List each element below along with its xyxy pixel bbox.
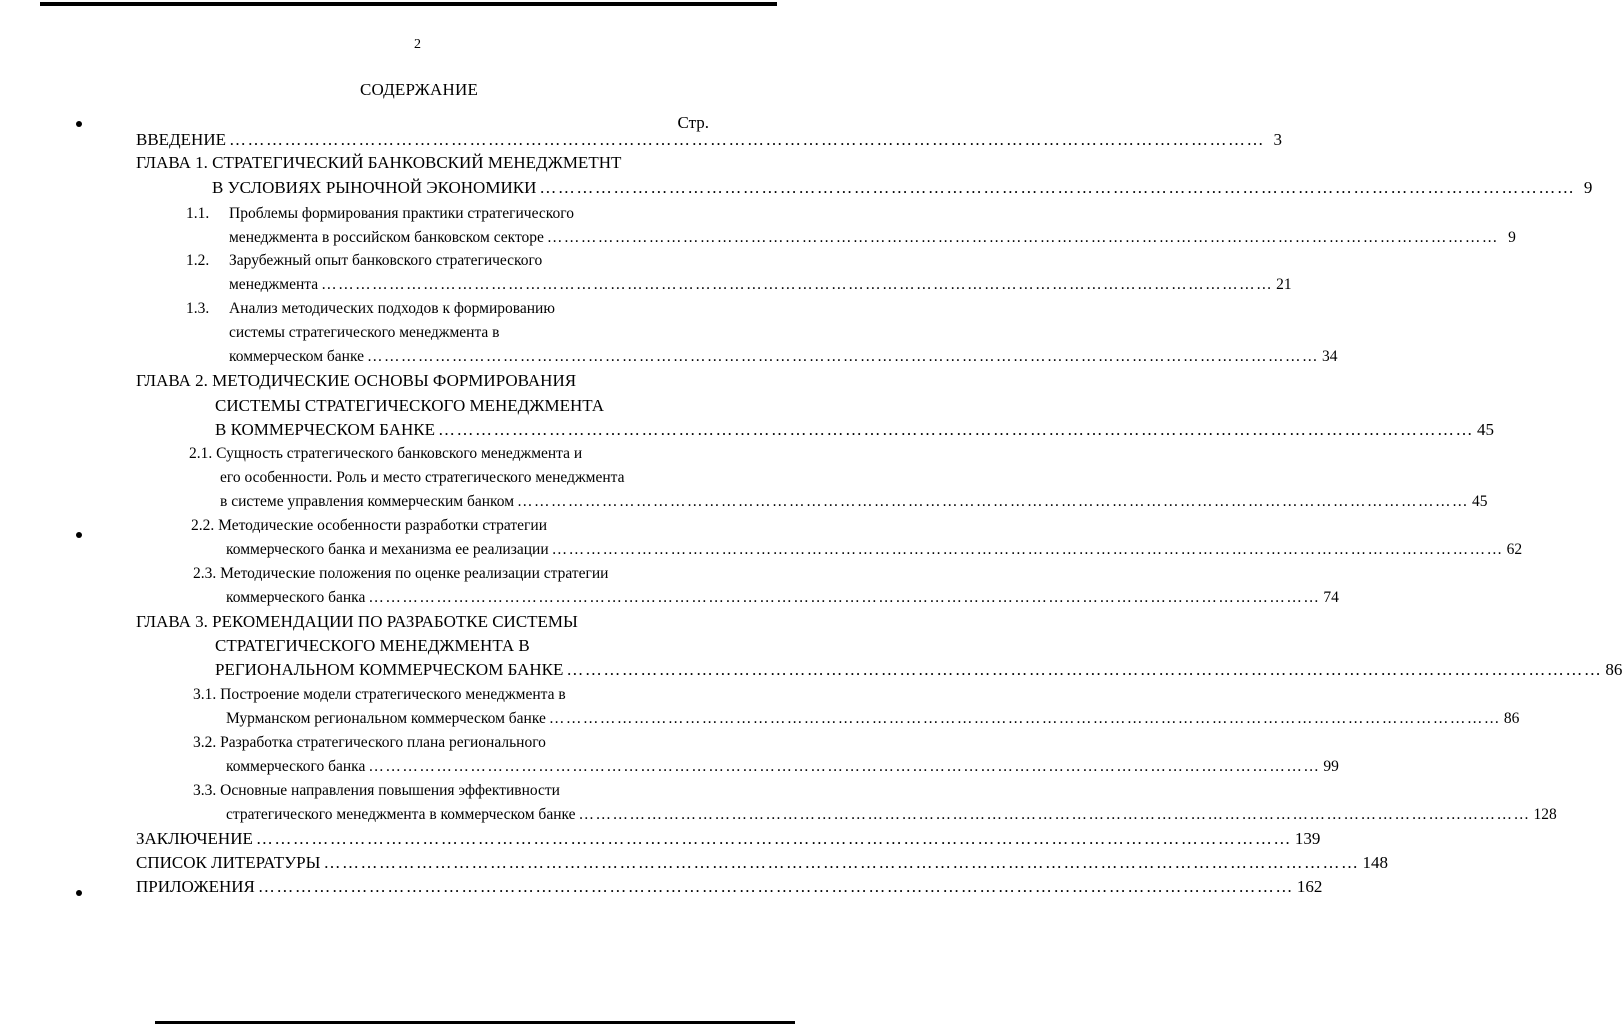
toc-entry-text: коммерческом банке	[229, 348, 364, 365]
toc-page-number: 148	[1362, 853, 1388, 872]
toc-entry-conclusion[interactable]	[136, 828, 1321, 850]
top-rule	[40, 2, 777, 6]
toc-section-number: 1.3.	[186, 300, 210, 317]
toc-entry-text: СПИСОК ЛИТЕРАТУРЫ	[136, 853, 321, 872]
page-number: 2	[414, 37, 421, 52]
toc-entry-appendices[interactable]	[136, 876, 1323, 898]
toc-chapter-2-title-cont[interactable]: СИСТЕМЫ СТРАТЕГИЧЕСКОГО МЕНЕДЖМЕНТА	[215, 396, 605, 415]
toc-chapter-3-title[interactable]: ГЛАВА 3. РЕКОМЕНДАЦИИ ПО РАЗРАБОТКЕ СИСТЕМЫ	[136, 612, 578, 631]
dot-leader: ……………………………………………………………………………………………………………………………………………………	[368, 589, 1321, 606]
toc-section-2-3-title[interactable]: 2.3. Методические положения по оценке реализации стратегии	[193, 565, 609, 582]
toc-section-2-2[interactable]	[226, 539, 1523, 561]
binding-hole-icon	[76, 121, 82, 127]
toc-page-number: 3	[1273, 130, 1282, 149]
toc-section-1-3-title[interactable]: Анализ методических подходов к формированию	[229, 300, 555, 317]
toc-page-number: 162	[1296, 877, 1323, 896]
page-title: СОДЕРЖАНИЕ	[359, 80, 479, 99]
dot-leader: ……………………………………………………………………………………………………………………………………………………	[257, 877, 1294, 896]
toc-page-number: 128	[1533, 806, 1557, 823]
toc-section-1-2[interactable]	[229, 274, 1292, 296]
toc-page-number: 9	[1508, 229, 1516, 246]
toc-section-2-1-title-cont[interactable]: его особенности. Роль и место стратегического менеджмента	[220, 469, 625, 486]
toc-entry-text: менеджмента в российском банковском секторе	[229, 229, 544, 246]
toc-chapter-3[interactable]	[215, 659, 1622, 681]
toc-section-3-3-title[interactable]: 3.3. Основные направления повышения эффективности	[193, 782, 560, 799]
toc-section-3-1-title[interactable]: 3.1. Построение модели стратегического менеджмента в	[193, 686, 566, 703]
toc-entry-intro[interactable]	[136, 129, 1282, 151]
toc-section-2-2-title[interactable]: 2.2. Методические особенности разработки стратегии	[191, 517, 547, 534]
toc-page-number: 34	[1321, 348, 1338, 365]
toc-entry-text: В УСЛОВИЯХ РЫНОЧНОЙ ЭКОНОМИКИ	[212, 178, 537, 197]
dot-leader: ……………………………………………………………………………………………………………………………………………………	[539, 178, 1576, 197]
dot-leader: ……………………………………………………………………………………………………………………………………………………	[368, 758, 1321, 775]
toc-page-number: 21	[1276, 276, 1292, 293]
toc-chapter-1-title[interactable]: ГЛАВА 1. СТРАТЕГИЧЕСКИЙ БАНКОВСКИЙ МЕНЕДЖМЕТНТ	[136, 153, 622, 172]
dot-leader: ……………………………………………………………………………………………………………………………………………………	[551, 541, 1504, 558]
toc-section-number: 1.2.	[186, 252, 210, 269]
bottom-rule	[155, 1021, 795, 1024]
toc-page-number: 62	[1506, 541, 1523, 558]
toc-page-number: 9	[1583, 178, 1593, 197]
toc-section-number: 1.1.	[186, 205, 210, 222]
dot-leader: ……………………………………………………………………………………………………………………………………………………	[321, 276, 1274, 293]
toc-entry-text: Мурманском региональном коммерческом банке	[226, 710, 546, 727]
toc-chapter-1[interactable]	[212, 177, 1593, 199]
dot-leader: ……………………………………………………………………………………………………………………………………………………	[517, 493, 1470, 510]
toc-section-3-2[interactable]	[226, 756, 1339, 778]
toc-entry-references[interactable]	[136, 852, 1388, 874]
toc-entry-text: ВВЕДЕНИЕ	[136, 130, 226, 149]
toc-section-2-3[interactable]	[226, 587, 1339, 609]
toc-chapter-2[interactable]	[215, 419, 1494, 441]
toc-section-1-1[interactable]	[229, 227, 1516, 249]
dot-leader: ……………………………………………………………………………………………………………………………………………………	[255, 829, 1292, 848]
toc-entry-text: в системе управления коммерческим банком	[220, 493, 515, 510]
toc-entry-text: коммерческого банка	[226, 589, 366, 606]
dot-leader: ……………………………………………………………………………………………………………………………………………………	[323, 853, 1360, 872]
toc-entry-text: менеджмента	[229, 276, 319, 293]
dot-leader: ……………………………………………………………………………………………………………………………………………………	[546, 229, 1499, 246]
toc-entry-text: стратегического менеджмента в коммерческом банке	[226, 806, 576, 823]
dot-leader: ……………………………………………………………………………………………………………………………………………………	[438, 420, 1474, 439]
toc-page-number: 99	[1323, 758, 1339, 775]
toc-entry-text: ЗАКЛЮЧЕНИЕ	[136, 829, 253, 848]
dot-leader: ……………………………………………………………………………………………………………………………………………………	[578, 806, 1531, 823]
toc-page-number: 74	[1323, 589, 1339, 606]
toc-page-number: 45	[1477, 420, 1494, 439]
binding-hole-icon	[76, 890, 82, 896]
toc-chapter-3-title-cont[interactable]: СТРАТЕГИЧЕСКОГО МЕНЕДЖМЕНТА В	[215, 636, 530, 655]
toc-section-1-3[interactable]	[229, 346, 1338, 368]
dot-leader: ……………………………………………………………………………………………………………………………………………………	[566, 660, 1603, 679]
dot-leader: ……………………………………………………………………………………………………………………………………………………	[228, 130, 1265, 149]
dot-leader: ……………………………………………………………………………………………………………………………………………………	[366, 348, 1319, 365]
toc-entry-text: РЕГИОНАЛЬНОМ КОММЕРЧЕСКОМ БАНКЕ	[215, 660, 564, 679]
toc-section-3-3[interactable]	[226, 804, 1557, 826]
toc-page-number: 139	[1294, 829, 1321, 848]
binding-hole-icon	[76, 532, 82, 538]
toc-section-3-2-title[interactable]: 3.2. Разработка стратегического плана регионального	[193, 734, 546, 751]
toc-entry-text: коммерческого банка и механизма ее реализации	[226, 541, 549, 558]
toc-section-2-1-title[interactable]: 2.1. Сущность стратегического банковского менеджмента и	[189, 445, 583, 462]
toc-entry-text: коммерческого банка	[226, 758, 366, 775]
toc-entry-text: ПРИЛОЖЕНИЯ	[136, 877, 255, 896]
toc-section-1-1-title[interactable]: Проблемы формирования практики стратегического	[229, 205, 574, 222]
page-column-label: Стр.	[677, 113, 709, 132]
toc-section-2-1[interactable]	[220, 491, 1488, 513]
toc-page-number: 86	[1503, 710, 1520, 727]
toc-section-1-3-title-cont[interactable]: системы стратегического менеджмента в	[229, 324, 500, 341]
toc-page-number: 86	[1605, 660, 1622, 679]
toc-section-1-2-title[interactable]: Зарубежный опыт банковского стратегического	[229, 252, 543, 269]
toc-section-3-1[interactable]	[226, 708, 1520, 730]
toc-page-number: 45	[1472, 493, 1488, 510]
toc-entry-text: В КОММЕРЧЕСКОМ БАНКЕ	[215, 420, 435, 439]
toc-chapter-2-title[interactable]: ГЛАВА 2. МЕТОДИЧЕСКИЕ ОСНОВЫ ФОРМИРОВАНИЯ	[136, 371, 577, 390]
dot-leader: ……………………………………………………………………………………………………………………………………………………	[548, 710, 1501, 727]
